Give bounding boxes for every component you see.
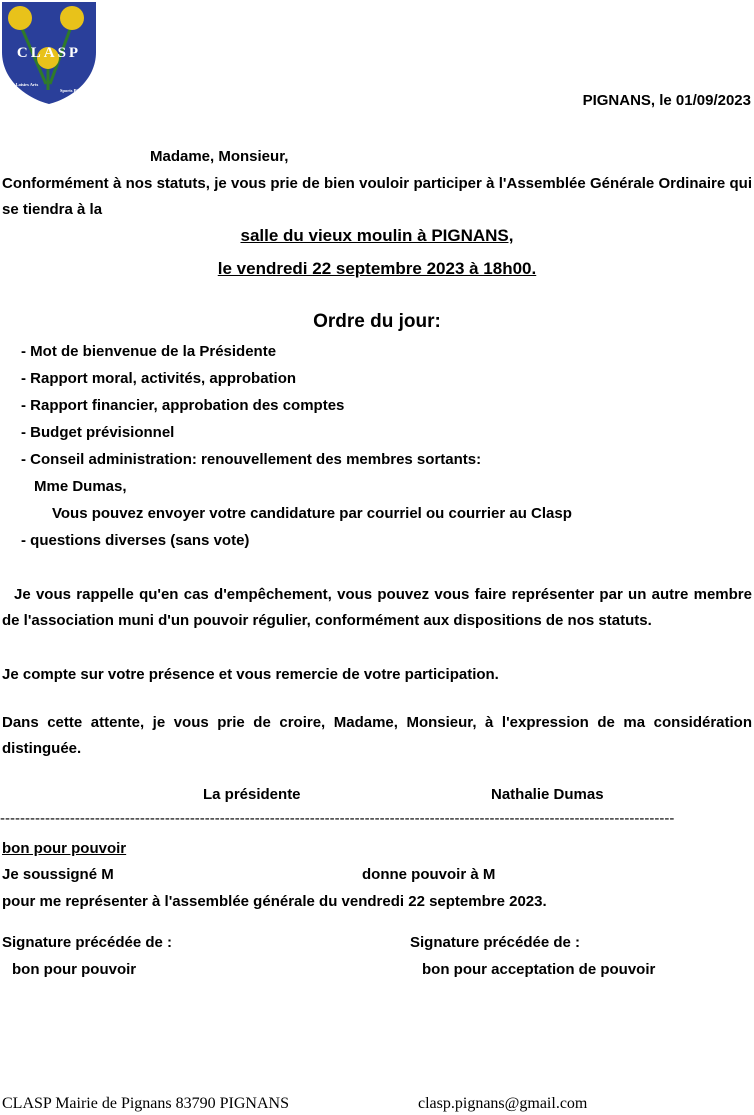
logo-text: CLASP <box>16 45 82 61</box>
venue-date: le vendredi 22 septembre 2023 à 18h00. <box>217 259 537 278</box>
agenda-item: - Budget prévisionnel <box>21 424 175 441</box>
left-signature-label: Signature précédée de : <box>2 934 173 951</box>
signature-name: Nathalie Dumas <box>491 786 604 803</box>
agenda-item: - Conseil administration: renouvellement des membres sortants: <box>21 451 482 468</box>
greeting: Madame, Monsieur, <box>150 148 289 165</box>
agenda-item: - Mot de bienvenue de la Présidente <box>21 343 277 360</box>
footer-address: CLASP Mairie de Pignans 83790 PIGNANS <box>2 1095 289 1112</box>
clasp-logo <box>0 0 98 106</box>
right-signature-text: bon pour acceptation de pouvoir <box>422 961 656 978</box>
separator-line: --------------------------------------------------------------------------------------------------------------------------------------- <box>0 810 675 827</box>
closing-paragraph: Dans cette attente, je vous prie de croire, Madame, Monsieur, à l'expression de ma considération distinguée. <box>2 714 752 757</box>
agenda-item: - Rapport financier, approbation des comptes <box>21 397 345 414</box>
right-signature-label: Signature précédée de : <box>410 934 581 951</box>
logo-motto-right: Sports Pignansais <box>60 88 95 93</box>
signature-role: La présidente <box>203 786 301 803</box>
proxy-gives-power: donne pouvoir à M <box>362 866 496 883</box>
agenda-title: Ordre du jour: <box>313 311 441 332</box>
proxy-undersigned: Je soussigné M <box>2 866 114 883</box>
thanks-line: Je compte sur votre présence et vous remercie de votre participation. <box>2 666 499 683</box>
agenda-item: - questions diverses (sans vote) <box>21 532 250 549</box>
venue-place: salle du vieux moulin à PIGNANS, <box>240 226 514 245</box>
footer-email: clasp.pignans@gmail.com <box>418 1095 588 1112</box>
logo-motto-left: Club Loisirs Arts <box>5 82 39 87</box>
reminder-paragraph: Je vous rappelle qu'en cas d'empêchement, vous pouvez vous faire représenter par un autre membre de l'association muni d'un pouvoir régulier, conformément aux dispositions de nos statuts. <box>2 586 752 629</box>
proxy-title: bon pour pouvoir <box>2 840 127 857</box>
agenda-item: - Rapport moral, activités, approbation <box>21 370 297 387</box>
agenda-candidacy-note: Vous pouvez envoyer votre candidature par courriel ou courrier au Clasp <box>52 505 572 522</box>
proxy-represent: pour me représenter à l'assemblée générale du vendredi 22 septembre 2023. <box>2 893 547 910</box>
date-line: PIGNANS, le 01/09/2023 <box>582 92 751 109</box>
left-signature-text: bon pour pouvoir <box>12 961 137 978</box>
agenda-member: Mme Dumas, <box>34 478 127 495</box>
intro-paragraph: Conformément à nos statuts, je vous prie de bien vouloir participer à l'Assemblée Générale Ordinaire qui se tiendra à la <box>2 175 752 218</box>
